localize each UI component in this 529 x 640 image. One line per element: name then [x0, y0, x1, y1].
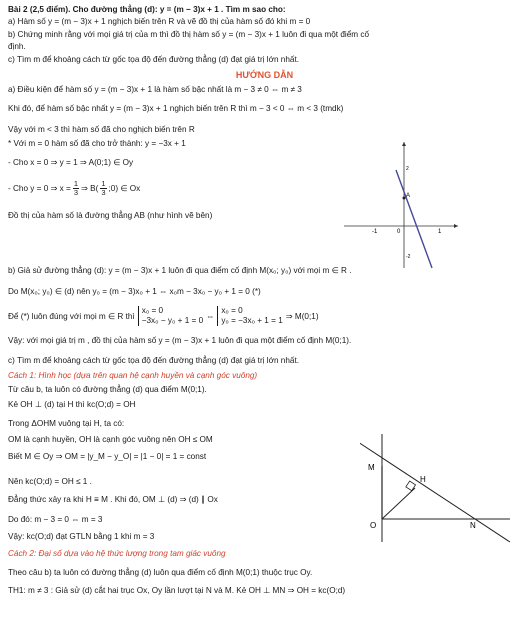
- problem-part-a: a) Hàm số y = (m − 3)x + 1 nghịch biến trên R và vẽ đồ thị của hàm số đó khi m = 0: [8, 17, 311, 26]
- part-b-line5: c) Tìm m để khoảng cách từ gốc tọa độ đến đường thẳng (d) đạt giá trị lớn nhất.: [8, 356, 299, 365]
- part-a-line6-pre: - Cho y = 0 ⇒ x =: [8, 184, 71, 193]
- problem-part-b-line1: b) Chứng minh rằng với mọi giá trị của m thì đồ thị hàm số y = (m − 3)x + 1 luôn đi qua một điểm cố: [8, 30, 370, 39]
- fraction-numerator: 1: [73, 179, 79, 188]
- part-b-line3-pre: Để (*) luôn đúng với mọi m ∈ R thì: [8, 311, 135, 321]
- part-a-line6-post: ;0) ∈ Ox: [108, 184, 141, 193]
- problem-part-c: c) Tìm m để khoảng cách từ gốc tọa độ đến đường thẳng (d) đạt giá trị lớn nhất.: [8, 55, 299, 64]
- part-b-line2: Do M(x₀; y₀) ∈ (d) nên y₀ = (m − 3)x₀ + 1 ⇔ x₀m − 3x₀ − y₀ + 1 = 0 (*): [8, 287, 261, 296]
- method-1-heading: Cách 1: Hình học (dựa trên quan hệ cạnh huyền và cạnh góc vuông): [8, 371, 258, 380]
- part-c-line9: Vậy: kc(O;d) đạt GTLN bằng 1 khi m = 3: [8, 532, 155, 541]
- part-b-line4: Vậy: với mọi giá trị m , đồ thị của hàm số y = (m − 3)x + 1 luôn đi qua một điểm cố định M(0;1).: [8, 336, 352, 345]
- system-1-eq2: −3x₀ − y₀ + 1 = 0: [141, 316, 204, 325]
- iff-symbol: ⇔: [206, 311, 215, 321]
- part-c-line11: TH1: m ≠ 3 : Giả sử (d) cắt hai trục Ox, Oy lần lượt tại N và M. Kẻ OH ⊥ MN ⇒ OH = kc(O;d): [8, 586, 346, 595]
- system-2: [217, 306, 282, 326]
- part-a-line4: * Với m = 0 hàm số đã cho trở thành: y = −3x + 1: [8, 139, 186, 148]
- part-a-line3: Vậy với m < 3 thì hàm số đã cho nghịch biến trên R: [8, 125, 195, 134]
- label-origin: 0: [397, 229, 401, 235]
- graph-line-ab: [342, 140, 462, 270]
- fraction-numerator-b: 1: [101, 179, 106, 188]
- part-c-line5: Biết M ∈ Oy ⇒ OM = |y_M − y_O| = |1 − 0| = 1 = const: [8, 452, 207, 461]
- label-n: N: [470, 521, 476, 530]
- part-b-line1: b) Giả sử đường thẳng (d): y = (m − 3)x + 1 luôn đi qua điểm cố định M(x₀; y₀) với mọi m ∈ R .: [8, 266, 352, 275]
- system-1-eq1: x₀ = 0: [141, 306, 164, 315]
- system-1: [138, 306, 203, 326]
- tick-neg: -1: [372, 229, 378, 235]
- x-axis-arrow: [454, 224, 458, 228]
- part-c-line4: OM là cạnh huyền, OH là cạnh góc vuông nên OH ≤ OM: [8, 435, 213, 444]
- label-o: O: [370, 521, 377, 530]
- part-c-line7: Đẳng thức xảy ra khi H ≡ M . Khi đó, OM ⊥ (d) ⇒ (d) ∥ Ox: [8, 495, 218, 504]
- part-b-line3: [8, 306, 319, 326]
- part-c-line8: Do đó: m − 3 = 0 ⇔ m = 3: [8, 515, 103, 524]
- part-c-line2: Kẻ OH ⊥ (d) tại H thì kc(O;d) = OH: [8, 400, 136, 409]
- part-a-line1: a) Điều kiện để hàm số y = (m − 3)x + 1 là hàm số bậc nhất là m − 3 ≠ 0 ⇔ m ≠ 3: [8, 85, 302, 94]
- part-c-line10: Theo câu b) ta luôn có đường thẳng (d) luôn qua điểm cố định M(0;1) thuộc trục Oy.: [8, 568, 313, 577]
- fraction-one-third-b: [100, 180, 106, 197]
- graph-line: [396, 170, 432, 268]
- part-c-line6: Nên kc(O;d) = OH ≤ 1 .: [8, 477, 92, 486]
- geometry-figure: [360, 430, 520, 545]
- problem-part-b-line2: định.: [8, 42, 26, 51]
- fraction-denominator-b: 3: [101, 188, 106, 197]
- system-2-eq1: x₀ = 0: [221, 306, 243, 315]
- tick-pos: 1: [438, 229, 442, 235]
- label-a: A: [406, 193, 411, 199]
- fraction-denominator: 3: [73, 188, 79, 197]
- part-a-line5: - Cho x = 0 ⇒ y = 1 ⇒ A(0;1) ∈ Oy: [8, 158, 134, 167]
- label-m: M: [368, 463, 375, 472]
- tick-y-neg: -2: [406, 254, 411, 260]
- part-a-line2: Khi đó, để hàm số bậc nhất y = (m − 3)x + 1 nghịch biến trên R thì m − 3 < 0 ⇔ m < 3 (tmdk): [8, 104, 344, 113]
- fraction-one-third: [73, 180, 79, 197]
- tick-y: 2: [406, 166, 409, 172]
- problem-title: Bài 2 (2,5 điểm). Cho đường thẳng (d): y = (m − 3)x + 1 . Tìm m sao cho:: [8, 5, 286, 14]
- part-a-line6: [8, 180, 140, 197]
- part-c-line1: Từ câu b, ta luôn có đường thẳng (d) qua điểm M(0;1).: [8, 385, 207, 394]
- part-a-line6-mid: ⇒ B(: [81, 184, 99, 193]
- segment-oh: [382, 488, 415, 519]
- part-b-line3-post: ⇒ M(0;1): [285, 311, 319, 321]
- part-c-line3: Trong ΔOHM vuông tại H, ta có:: [8, 419, 125, 428]
- part-a-line7: Đồ thị của hàm số là đường thẳng AB (như hình vẽ bên): [8, 211, 213, 220]
- method-2-heading: Cách 2: Đại số dựa vào hệ thức lượng trong tam giác vuông: [8, 549, 226, 558]
- y-axis-arrow: [402, 142, 406, 146]
- system-2-eq2: y₀ = −3x₀ + 1 = 1: [221, 316, 283, 325]
- label-h: H: [420, 475, 426, 484]
- guide-heading: HƯỚNG DẪN: [235, 70, 294, 80]
